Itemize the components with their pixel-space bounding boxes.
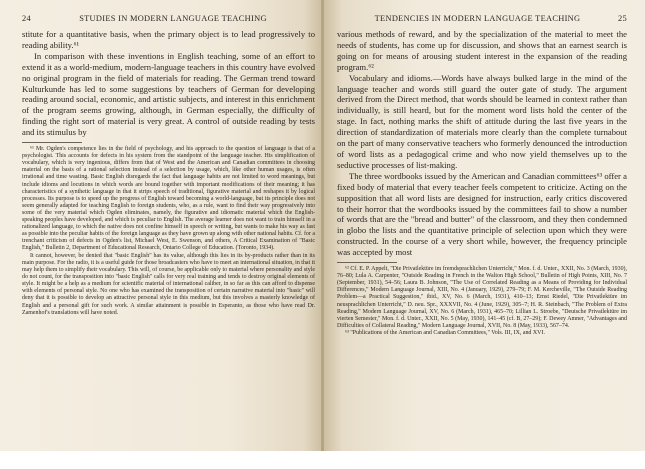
left-footnote-61-continued: It cannot, however, be denied that "basic English" has its value, although this lies in its by-products rather than in its main purpose. For the radio, it is a useful guide for those broadcasters who have to meet an international situation, in that it may help them to simplify their vocabulary. This will, of course, be applicable only to material where personality and style do not count, for the transposition into "basic English" calls for very real training and tends to destroy original elements of style. It might be a help as a medium for scientific material of international caliber, in so far as this can afford to dispense with elements of personal style. No one who has examined the transposition of certain narrative material into "basic" will deny that it is possible to develop an attractive personal style in this medium, but this involves a masterly knowledge of English and a personal gift for such work. A similar attainment is possible in Esperanto, as those who have read Dr. Zamenhof's translations will have noted. xyxy=(22,252,315,316)
left-page-number: 24 xyxy=(22,14,31,23)
left-running-head-title: STUDIES IN MODERN LANGUAGE TEACHING xyxy=(79,14,267,23)
left-running-head xyxy=(22,14,315,23)
left-body-text xyxy=(22,29,315,138)
right-footnote-62: ⁶² Cf. E. P. Appelt, "Die Privatlektüre im fremdsprachlichen Unterricht," Mon. f. d. Unter., XXII, No. 3 (March, 1930), 76–80; Lula A. Carpenter, "Outside Reading in French in the Walton High School," Bulletin of High Points, XIII, No. 7 (September, 1931), 54–56; Laura B. Johnson, "The Use of Correlated Reading as a Means of Providing for Individual Differences," Modern Language Journal, XIII, No. 4 (January, 1929), 279–79; F. M. Kercheville, "The Outside Reading Problem—a Practical Suggestion," ibid., XV, No. 6 (March, 1931), 410–13; Ernst Riedel, "Die Privatlektüre im neusprachlichen Unterricht," D. neu. Spr., XXXVII, No. 4 (June, 1929), 305–7; H. R. Steinbach, "The Problem of Extra Reading," Modern Language Journal, XV, No. 6 (March, 1931), 465–70; Lillian L. Stroebe, "Deutsche Privatlektüre im vierten Semester," Mon. f. d. Unter., XXII, No. 5 (May, 1930), 141–45 (cf. B, 27–29); F. Dewey Amner, "Advantages and Difficulties of Collateral Reading," Modern Language Journal, XVII, No. 8 (May, 1933), 567–74. xyxy=(337,266,627,329)
right-running-head-title: TENDENCIES IN MODERN LANGUAGE TEACHING xyxy=(374,14,581,23)
left-footnote-61: ⁶¹ Mr. Ogden's competence lies in the field of psychology, and his approach to the question of language is that of a psychologist. This accounts for defects in his system from the standpoint of the language teacher. His simplification of vocabulary, which is very ingenious, differs from that of West and the American and Canadian committees in choosing material on the basis of a rational selection instead of a selection by usage, which, like other human usages, is often irrational and time wasting. Basic English disregards the fact that language habits are not limited to word meanings, but include idioms and locutions in which words are bound together with important modifications of their meaning; it has characteristics of a synthetic language in that it strips speech of traditional, figurative material and reshapes it by logical processes. Its purpose is to speed up the progress of English toward becoming a world-language, but its principle does not seem generally adapted for teaching English to foreign students, who, as a rule, want to find their way progressively into some of the very material which Ogden eliminates, namely, the figurative and idiomatic material which the English-speaking peoples have developed, and which is peculiar to English. The average learner does not want to train himself in a rationalized language, to which the native does not confine himself in speech or writing, but wants to make his way as fast as possible into the peculiar habits of the foreign language as they have grown up along with other national habits. Cf. for a trenchant criticism of defects in Ogden's list, Michael West, E. Swenson, and others, A Critical Examination of "Basic English," Bulletin 2, Department of Educational Research, Ontario College of Education. (Toronto, 1934). xyxy=(22,146,315,252)
left-paragraph-2: In comparison with these inventions in English teaching, some of an effort to extend it as a world-medium, modern-language teachers in this country have evolved no original program in the field of materials for reading. The German trend toward Kulturkunde has led to some suggestions by teachers of German for developing reading around social, economic, and artistic subjects, and interest in this enrichment of the program seems growing, although, in German especially, the difficulty of finding the right sort of material is very great. A control of outside reading by tests and its stimulus by xyxy=(22,50,315,138)
right-paragraph-2: Vocabulary and idioms.—Words have always bulked large in the mind of the language teacher and words still guard the outer gate of study. The argument derived from the Direct method, that words should be learned in context rather than individually, is still heard, but for the moment word lists hold the center of the stage. In fact, nothing marks the shift of attitude during the last five years in the direction of standardization of materials more clearly than the complete turnabout on the part of many conservative teachers who formerly denounced the introduction of word lists as a pedagogical crime and who now yield themselves up to the seductive processes of list-making. xyxy=(337,72,627,170)
right-running-head xyxy=(337,14,627,23)
right-page xyxy=(323,0,645,469)
left-footnote-rule xyxy=(22,142,82,143)
left-footnotes xyxy=(22,146,315,317)
book-gutter xyxy=(321,0,324,469)
right-footnotes xyxy=(337,266,627,337)
page-bottom-margin xyxy=(0,451,645,469)
right-footnote-63: ⁶³ "Publications of the American and Canadian Committees," Vols. III, IX, and XVI. xyxy=(345,330,545,337)
left-paragraph-1: stitute for a quantitative basis, when the primary object is to lead progressively to reading ability.⁶¹ xyxy=(22,29,315,50)
right-page-number: 25 xyxy=(618,14,627,23)
right-paragraph-3: The three wordbooks issued by the American and Canadian committees⁶³ offer a fixed body of material that every teacher feels competent to criticize. Acting on the supposition that all word lists are designed for instruction, early critics discovered to their horror that the wordbooks issued by the committees fail to show a number of words that are the "bread and butter" of the classroom, and they then condemned in globo the lists and the quantitative principle of selection upon which they were constructed. In the course of a very short while, however, the frequency principle was accepted by most xyxy=(337,170,627,258)
right-footnote-rule xyxy=(337,262,397,263)
right-paragraph-1: various methods of reward, and by the specialization of the material to meet the needs of students, has come up for discussion, and shows that an earnest search is going on for means of arousing student interest in the expansion of the reading program.⁶² xyxy=(337,29,627,72)
right-body-text xyxy=(337,29,627,258)
